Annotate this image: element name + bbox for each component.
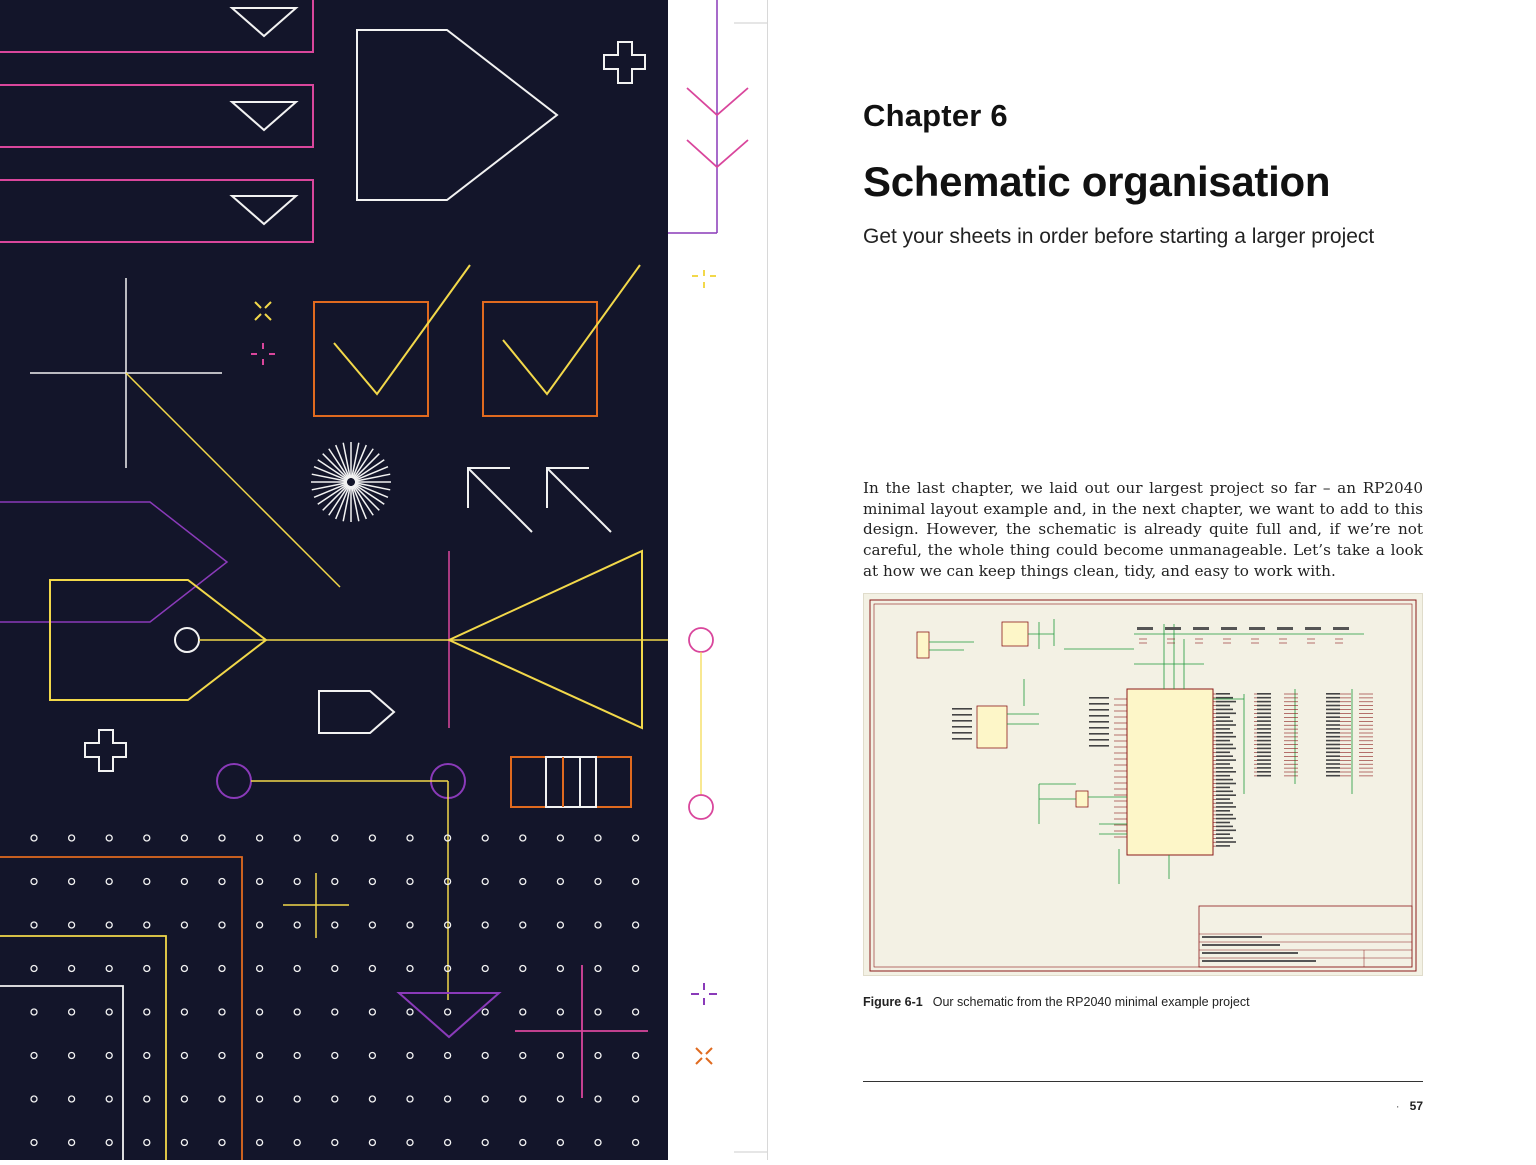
gutter-decoration <box>668 0 768 1160</box>
crosshair-marker-icon <box>692 270 716 288</box>
plus-icon <box>85 730 126 771</box>
decorative-artwork <box>0 0 668 1160</box>
chapter-page <box>768 0 1536 1160</box>
resistor-box <box>511 757 631 807</box>
check-marks <box>334 265 640 394</box>
x-marker-icon <box>696 1048 712 1064</box>
figure-caption <box>863 995 1250 1009</box>
figure-number: Figure 6-1 <box>863 995 923 1009</box>
schematic-figure <box>863 593 1423 976</box>
page-number-dot: · <box>1395 1099 1400 1113</box>
intro-paragraph: In the last chapter, we laid out our largest project so far – an RP2040 minimal layout example and, in the next chapter, we want to add to this design. However, the schematic is already quite full and, if we’re not careful, the whole thing could become unmanageable. Let’s take a look at how we can keep things clean, tidy, and easy to work with. <box>863 479 1423 580</box>
cross-lines <box>283 873 349 938</box>
crosshair-marker-icon <box>251 343 275 365</box>
page-number <box>1396 1099 1423 1113</box>
figure-caption-text: Our schematic from the RP2040 minimal example project <box>932 995 1250 1009</box>
x-marker-icon <box>255 302 271 320</box>
arrow-pentagon <box>357 30 557 200</box>
pink-circle <box>689 795 713 819</box>
page-number-value: 57 <box>1409 1099 1423 1113</box>
geometric-pattern <box>0 0 668 1160</box>
sunburst-icon <box>311 442 391 522</box>
gutter-pattern <box>668 0 768 1160</box>
tag-hole <box>175 628 199 652</box>
arrow-icons <box>468 468 611 532</box>
crosshair-marker-icon <box>691 983 717 1005</box>
plus-icon <box>604 42 645 83</box>
resistor-inner <box>546 757 596 807</box>
purple-tag <box>0 502 227 622</box>
small-tag <box>319 691 394 733</box>
chapter-subtitle: Get your sheets in order before starting a larger project <box>863 225 1375 248</box>
purple-circle <box>217 764 251 798</box>
down-triangles <box>232 8 296 224</box>
pink-circle <box>689 628 713 652</box>
diagonal-line <box>126 373 340 587</box>
chapter-title: Schematic organisation <box>863 158 1331 205</box>
corner-lines <box>0 857 242 1160</box>
footer-rule <box>863 1081 1423 1082</box>
pink-cross <box>515 965 648 1098</box>
pink-bars <box>0 0 313 242</box>
chapter-label: Chapter 6 <box>863 98 1008 133</box>
checkbox-squares <box>314 302 597 416</box>
schematic-image <box>864 594 1422 975</box>
